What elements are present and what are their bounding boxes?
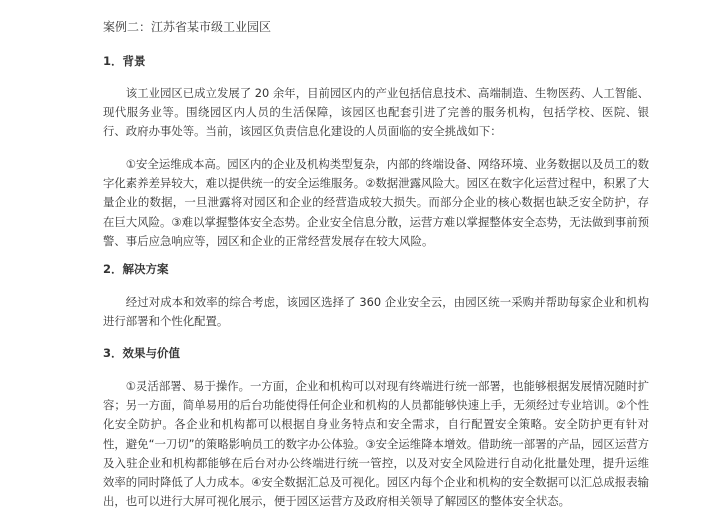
- background-paragraph-intro: 该工业园区已成立发展了 20 余年，目前园区内的产业包括信息技术、高端制造、生物医药、人工智能、现代服务业等。围绕园区内人员的生活保障，该园区也配套引进了完善的服务机构，包括学校、医院、银行、政府办事处等。当前，该园区负责信息化建设的人员面临的安全挑战如下：: [103, 86, 649, 139]
- solution-paragraph: 经过对成本和效率的综合考虑，该园区选择了 360 企业安全云，由园区统一采购并帮助每家企业和机构进行部署和个性化配置。: [103, 295, 649, 329]
- case-title: 案例二：江苏省某市级工业园区: [103, 20, 272, 34]
- section-heading-value: 3．效果与价值: [103, 346, 181, 360]
- value-paragraph: ①灵活部署、易于操作。一方面，企业和机构可以对现有终端进行统一部署，也能够根据发展情况随时扩容；另一方面，简单易用的后台功能使得任何企业和机构的人员都能够快速上手，无须经过专业培训。②个性化安全防护。各企业和机构都可以根据自身业务特点和安全需求，自行配置安全策略。安全防护更有针对性，避免“一刀切”的策略影响员工的数字办公体验。③安全运维降本增效。借助统一部署的产品，园区运营方及入驻企业和机构都能够在后台对办公终端进行统一管控，以及对安全风险进行自动化批量处理，提升运维效率的同时降低了人力成本。④安全数据汇总及可视化。园区内每个企业和机构的安全数据可以汇总成报表输出，也可以进行大屏可视化展示，便于园区运营方及政府相关领导了解园区的整体安全状态。: [103, 379, 649, 509]
- section-heading-background: 1．背景: [103, 54, 146, 68]
- background-paragraph-challenges: ①安全运维成本高。园区内的企业及机构类型复杂，内部的终端设备、网络环境、业务数据以及员工的数字化素养差异较大，难以提供统一的安全运维服务。②数据泄露风险大。园区在数字化运营过程中，积累了大量企业的数据，一旦泄露将对园区和企业的经营造成较大损失。而部分企业的核心数据也缺乏安全防护，存在巨大风险。③难以掌握整体安全态势。企业安全信息分散，运营方难以掌握整体安全态势，无法做到事前预警、事后应急响应等，园区和企业的正常经营发展存在较大风险。: [103, 157, 649, 248]
- section-heading-solution: 2．解决方案: [103, 262, 169, 276]
